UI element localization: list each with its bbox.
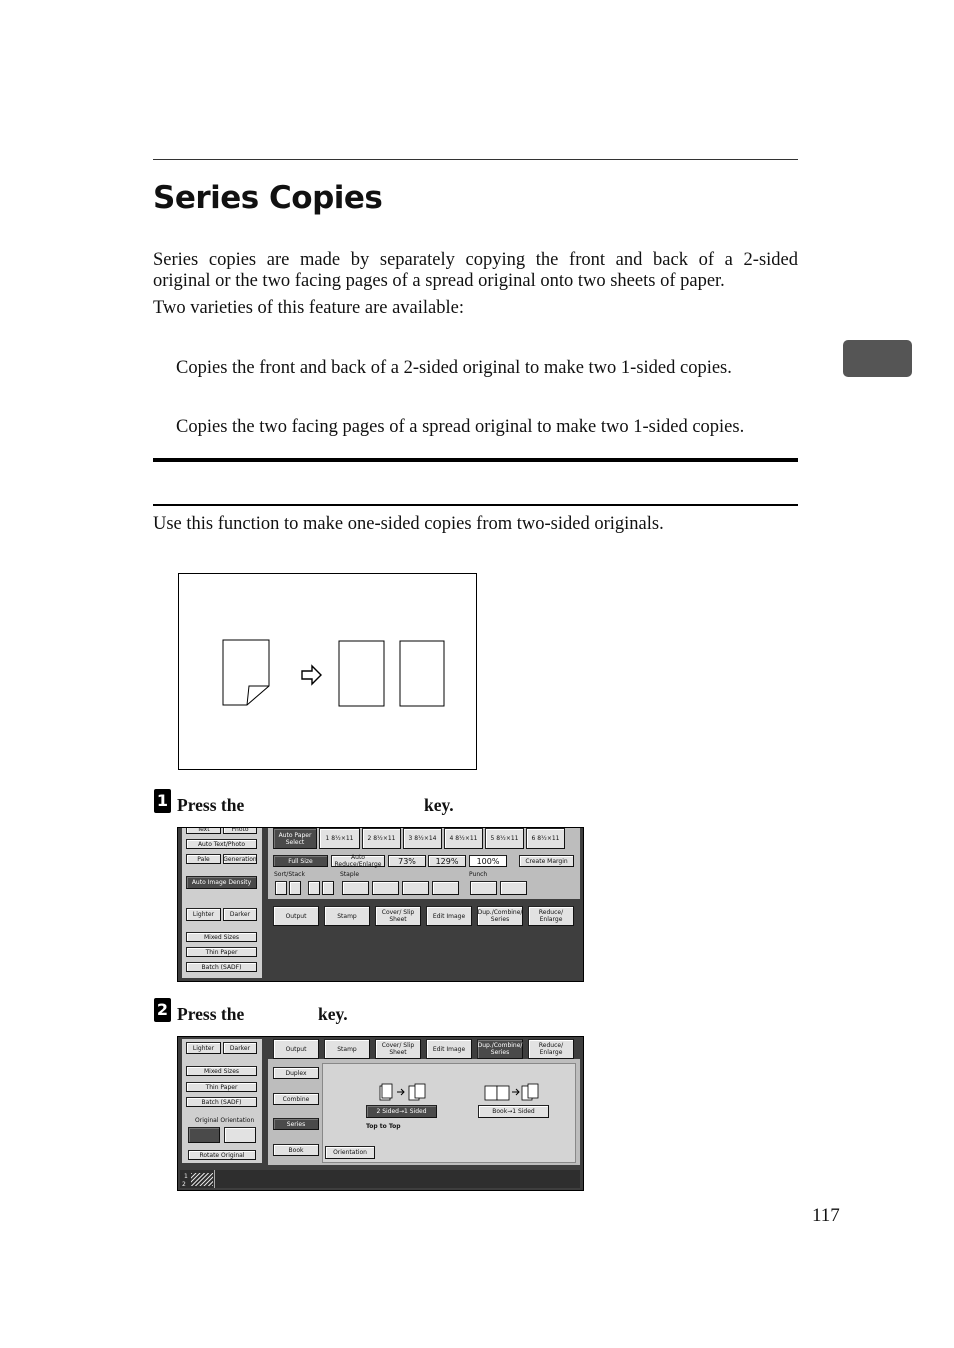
tab-edit-image[interactable]: Edit Image <box>426 1039 472 1059</box>
variety-description-1: Copies the front and back of a 2-sided original to make two 1-sided copies. <box>176 358 732 378</box>
step-2-number: 2 <box>154 998 171 1022</box>
chapter-tab-marker <box>843 340 912 377</box>
mixed-sizes-button[interactable]: Mixed Sizes <box>186 1066 257 1076</box>
two-sided-original-icon <box>223 640 269 705</box>
punch-option-1-button[interactable] <box>470 881 497 895</box>
tray-3-button[interactable]: 3 8½×14 <box>403 828 442 849</box>
lighter-button[interactable]: Lighter <box>186 1042 221 1054</box>
darker-button[interactable]: Darker <box>223 1042 257 1054</box>
page-title: Series Copies <box>153 180 383 216</box>
tray-4-button[interactable]: 4 8½×11 <box>444 828 483 849</box>
sort-stack-label: Sort/Stack <box>274 871 305 878</box>
variety-description-2: Copies the two facing pages of a spread original to make two 1-sided copies. <box>176 417 745 437</box>
thin-paper-button[interactable]: Thin Paper <box>186 1082 257 1092</box>
single-sided-copy-1-icon <box>339 641 384 706</box>
auto-text-photo-button[interactable]: Auto Text/Photo <box>186 839 257 849</box>
punch-option-2-button[interactable] <box>500 881 527 895</box>
status-bar <box>180 1170 580 1188</box>
book-original-diagram-icon <box>483 1082 541 1102</box>
staple-option-2-button[interactable] <box>372 881 399 895</box>
book-button[interactable]: Book <box>273 1144 319 1156</box>
page-number: 117 <box>812 1205 840 1226</box>
two-sided-original-diagram-icon <box>378 1082 430 1102</box>
step-2-prefix: Press the <box>177 1004 245 1024</box>
tab-output[interactable]: Output <box>273 1039 319 1059</box>
sort-option-3-button[interactable] <box>308 881 320 895</box>
combine-button[interactable]: Combine <box>273 1093 319 1105</box>
tab-dup-combine-series[interactable]: Dup./Combine/ Series <box>477 906 523 926</box>
tab-reduce-enlarge[interactable]: Reduce/ Enlarge <box>528 906 574 926</box>
tab-cover-slip-sheet[interactable]: Cover/ Slip Sheet <box>375 906 421 926</box>
tab-stamp[interactable]: Stamp <box>324 1039 370 1059</box>
staple-option-1-button[interactable] <box>342 881 369 895</box>
darker-button[interactable]: Darker <box>223 908 257 921</box>
generation-button[interactable]: Generation <box>223 855 257 863</box>
batch-sadf-button[interactable]: Batch (SADF) <box>186 962 257 972</box>
orientation-option-1-button[interactable] <box>188 1127 220 1143</box>
staple-option-4-button[interactable] <box>432 881 459 895</box>
sort-option-4-button[interactable] <box>322 881 334 895</box>
intro-line-2: original or the two facing pages of a spread original onto two sheets of paper. <box>153 271 725 291</box>
single-sided-copy-2-icon <box>400 641 444 706</box>
ratio-display: 100% <box>469 855 507 867</box>
arrow-right-icon <box>302 666 321 684</box>
auto-reduce-enlarge-button[interactable]: Auto Reduce/Enlarge <box>331 855 385 867</box>
auto-paper-select-button[interactable]: Auto Paper Select <box>273 828 317 849</box>
lighter-button[interactable]: Lighter <box>186 908 221 921</box>
tray-1-button[interactable]: 1 8½×11 <box>319 828 360 849</box>
pale-button[interactable]: Pale <box>186 854 221 864</box>
create-margin-button[interactable]: Create Margin <box>519 855 574 867</box>
tab-dup-combine-series[interactable]: Dup./Combine/ Series <box>477 1039 523 1059</box>
top-to-top-label: Top to Top <box>366 1123 401 1130</box>
orientation-button[interactable]: Orientation <box>325 1146 375 1159</box>
top-rule <box>153 159 798 160</box>
section-rule-medium <box>153 504 798 506</box>
intro-line-1: Series copies are made by separately copying the front and back of a 2-sided <box>153 250 798 270</box>
tray-5-button[interactable]: 5 8½×11 <box>485 828 524 849</box>
photo-mode-button[interactable]: Photo <box>223 827 257 834</box>
step-1-prefix: Press the <box>177 795 245 815</box>
tab-edit-image[interactable]: Edit Image <box>426 906 472 926</box>
original-orientation-label: Original Orientation <box>195 1117 255 1124</box>
orientation-option-2-button[interactable] <box>224 1127 256 1143</box>
sort-option-1-button[interactable] <box>275 881 287 895</box>
rotate-original-button[interactable]: Rotate Original <box>188 1150 256 1160</box>
intro-line-3: Two varieties of this feature are available: <box>153 298 465 318</box>
illustration-figure <box>178 573 477 770</box>
control-panel-screen-1 <box>177 827 584 982</box>
step-1-suffix: key. <box>424 795 454 815</box>
staple-option-3-button[interactable] <box>402 881 429 895</box>
duplex-button[interactable]: Duplex <box>273 1067 319 1079</box>
status-stripe-icon <box>191 1173 213 1186</box>
counter-1-label: 1 <box>184 1173 188 1180</box>
ratio-129-button[interactable]: 129% <box>428 855 466 867</box>
step-1-number: 1 <box>154 789 171 813</box>
ratio-73-button[interactable]: 73% <box>388 855 426 867</box>
series-button[interactable]: Series <box>273 1118 319 1130</box>
book-to-one-sided-button[interactable]: Book→1 Sided <box>478 1105 549 1118</box>
tray-2-button[interactable]: 2 8½×11 <box>362 828 401 849</box>
duplex-to-single-illustration <box>179 574 476 769</box>
two-sided-to-one-sided-button[interactable]: 2 Sided→1 Sided <box>366 1105 437 1118</box>
counter-2-label: 2 <box>182 1181 186 1188</box>
tray-6-button[interactable]: 6 8½×11 <box>526 828 565 849</box>
punch-label: Punch <box>469 871 488 878</box>
sort-option-2-button[interactable] <box>289 881 301 895</box>
control-panel-screen-2 <box>177 1036 584 1191</box>
full-size-button[interactable]: Full Size <box>273 855 328 867</box>
staple-label: Staple <box>340 871 360 878</box>
text-mode-button[interactable]: Text <box>186 827 221 834</box>
tab-cover-slip-sheet[interactable]: Cover/ Slip Sheet <box>375 1039 421 1059</box>
step-2-suffix: key. <box>318 1004 348 1024</box>
tab-reduce-enlarge[interactable]: Reduce/ Enlarge <box>528 1039 574 1059</box>
batch-sadf-button[interactable]: Batch (SADF) <box>186 1097 257 1107</box>
tab-stamp[interactable]: Stamp <box>324 906 370 926</box>
section-intro: Use this function to make one-sided copies from two-sided originals. <box>153 514 664 534</box>
tab-output[interactable]: Output <box>273 906 319 926</box>
section-rule-thick <box>153 458 798 462</box>
thin-paper-button[interactable]: Thin Paper <box>186 947 257 957</box>
status-divider <box>214 1170 215 1188</box>
auto-image-density-button[interactable]: Auto Image Density <box>186 876 257 889</box>
mixed-sizes-button[interactable]: Mixed Sizes <box>186 932 257 942</box>
